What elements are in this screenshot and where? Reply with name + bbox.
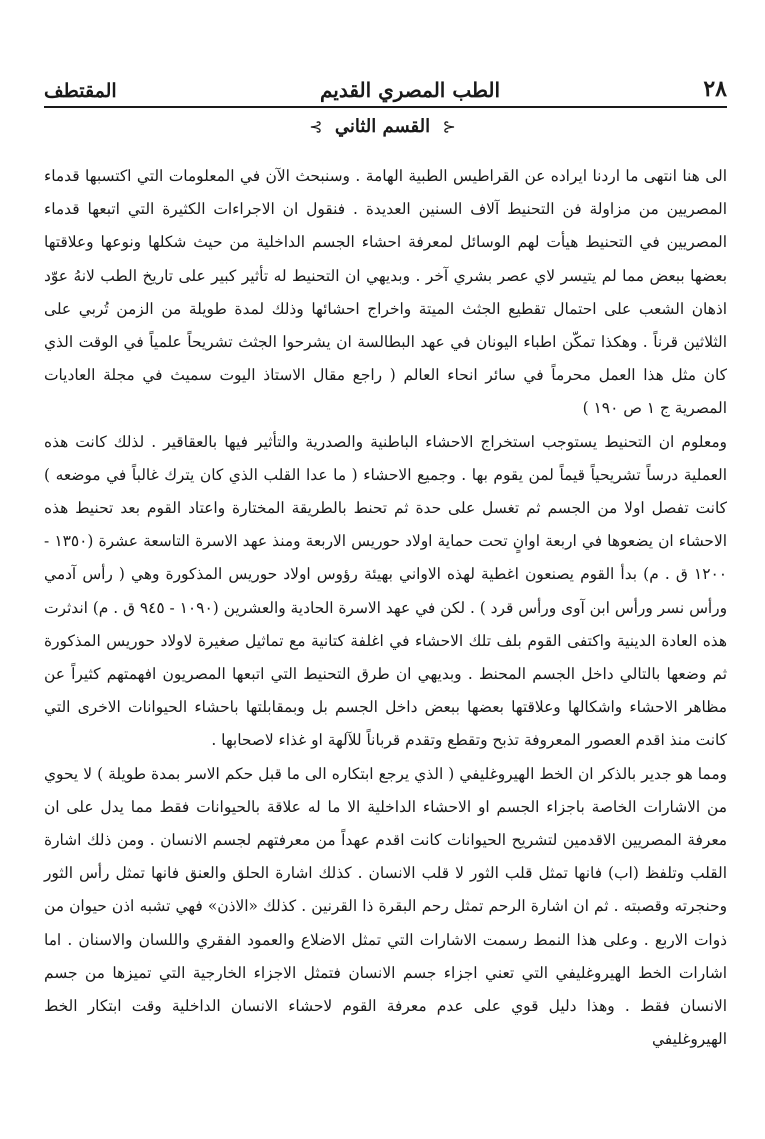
paragraph-2: ومعلوم ان التحنيط يستوجب استخراج الاحشاء الباطنية والصدرية والتأثير فيها بالعقاقير . لذلك كانت هذه العملية درساً تشريحياً قيماً لمن يقوم بها . وجميع الاحشاء ( ما عدا القلب الذي كان يترك غالباً في موضعه ) كانت تفصل اولا من الجسم ثم تغسل على حدة ثم تحنط بالطريقة المختارة واعتاد القوم بعد تحنيط هذه الاحشاء ان يضعوها في اربعة اوانٍ تحت حماية اولاد حوريس الاربعة ومنذ عهد الاسرة التاسعة عشرة (١٣٥٠ - ١٢٠٠ ق . م) بدأ القوم يصنعون اغطية لهذه الاواني بهيئة رؤوس اولاد حوريس المذكورة وهي ( رأس آدمي ورأس نسر ورأس ابن آوى ورأس قرد ) . لكن في عهد الاسرة الحادية والعشرين (١٠٩٠ - ٩٤٥ ق . م) اندثرت هذه العادة الدينية واكتفى القوم بلف تلك الاحشاء في اغلفة كتانية مع تماثيل صغيرة لاولاد حوريس المذكورة ثم وضعها بالتالي داخل الجسم المحنط . وبديهي ان طرق التحنيط التي اتبعها المصريون افهمتهم كثيراً عن مظاهر الاحشاء واشكالها وعلاقتها بعضها ببعض داخل الجسم بل وبمقابلتها باحشاء الحيوانات الاخرى التي كانت منذ اقدم العصور المعروفة تذبح وتقطع وتقدم قرباناً للآلهة او غذاء لاصحابها .: [43, 432, 728, 750]
paragraph-1: الى هنا انتهى ما اردنا ايراده عن القراطيس الطبية الهامة . وسنبحث الآن في المعلومات التي اكتسبها قدماء المصريين من مزاولة فن التحنيط آلاف السنين العديدة . فنقول ان الاجراءات الكثيرة التي اتبعها قدماء المصريين في التحنيط هيأت لهم الوسائل لمعرفة احشاء الجسم الداخلية من حيث شكلها ونوعها وعلاقتها بعضها ببعض مما لم يتيسر لاي عصر بشري آخر . وبديهي ان التحنيط له تأثير كبير على تاريخ الطب لانهُ عوّد اذهان الشعب على احتمال تقطيع الجثث الميتة واخراج احشائها وذلك لمدة طويلة من الزمن تُربي على الثلاثين قرناً . وهكذا تمكّن اطباء اليونان في عهد البطالسة ان يشرحوا الجثث تشريحاً علمياً في الوقت الذي كان مثل هذا العمل محرماً في سائر انحاء العالم ( راجع مقال الاستاذ اليوت سميث في مجلة العاديات المصرية ج ١ ص ١٩٠ ): [44, 167, 727, 418]
paragraph-3: ومما هو جدير بالذكر ان الخط الهيروغليفي ( الذي يرجع ابتكاره الى ما قبل حكم الاسر بمدة طويلة ) لا يحوي من الاشارات الخاصة باجزاء الجسم او الاحشاء الداخلية الا ما له علاقة بالحيوانات فقط مما يدل على ان معرفة المصريين الاقدمين لتشريح الحيوانات كانت اقدم عهداً من معرفتهم لجسم الانسان . ومن ذلك اشارة القلب وتلفظ (اب) فانها تمثل قلب الثور لا قلب الانسان . كذلك اشارة الحلق والعنق فانها تمثل رأس الثور وحنجرته وقصبته . ثم ان اشارة الرحم تمثل رحم البقرة ذا القرنين . كذلك «الاذن» فهي تشبه اذن حيوان من ذوات الاربع . وعلى هذا النمط رسمت الاشارات التي تمثل الاضلاع والعمود الفقري واللسان والاسنان . اما اشارات الخط الهيروغليفي التي تعني اجزاء جسم الانسان فتمثل الاجزاء الخارجية التي تميزها من جسم الانسان فقط . وهذا دليل قوي على عدم معرفة القوم لاحشاء الانسان الداخلية وقت ابتكار الخط الهيروغليفي: [44, 764, 727, 1049]
section-heading: [0, 116, 765, 137]
article-body: [44, 160, 727, 1056]
journal-name: المقتطف: [44, 80, 117, 102]
page-number: ٢٨: [703, 76, 727, 102]
article-title: الطب المصري القديم: [320, 78, 501, 102]
ornament-right-icon: ⊰: [442, 117, 456, 136]
ornament-left-icon: ⊱: [309, 117, 323, 136]
section-title: القسم الثاني: [334, 116, 431, 137]
running-head: [44, 70, 727, 108]
